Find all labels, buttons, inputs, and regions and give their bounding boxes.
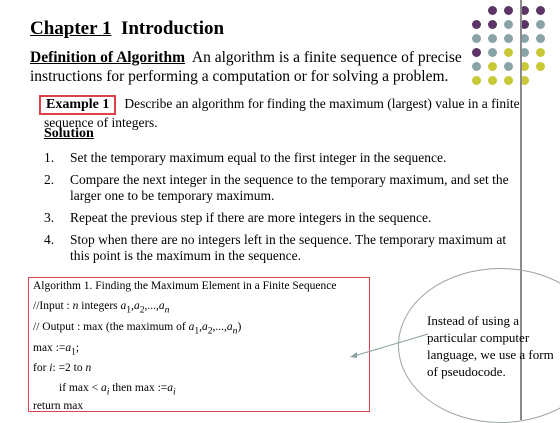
decorative-dot <box>536 6 545 15</box>
decorative-dot <box>488 62 497 71</box>
algorithm-if-line: if $\max < a_i$ then $\max :=a_i$ <box>59 382 176 398</box>
decorative-dot <box>504 48 513 57</box>
decorative-dot <box>536 34 545 43</box>
input-prefix: //Input : <box>33 300 73 312</box>
decorative-dot <box>536 62 545 71</box>
decorative-dot <box>536 48 545 57</box>
decorative-dot <box>472 76 481 85</box>
input-text: integers <box>78 300 121 312</box>
example-label: Example 1 <box>39 95 116 115</box>
decorative-dot <box>488 34 497 43</box>
for-n: n <box>85 362 92 374</box>
example-text: Describe an algorithm for finding the maximum (largest) value in a finite sequence of integers. <box>44 96 520 130</box>
step-text: Compare the next integer in the sequence to the temporary maximum, and set the larger one to be temporary maximum. <box>70 172 509 203</box>
chapter-label: Chapter 1 <box>30 18 112 39</box>
then-text: then max := <box>109 382 168 394</box>
for-var: i <box>49 362 53 374</box>
decorative-dot <box>504 34 513 43</box>
step-number: 2. <box>44 172 55 187</box>
decorative-dot <box>504 6 513 15</box>
decorative-dot <box>488 76 497 85</box>
decorative-dot <box>472 48 481 57</box>
definition-term: Definition of Algorithm <box>30 49 185 66</box>
algorithm-for-line <box>33 362 91 374</box>
decorative-dot <box>472 62 481 71</box>
chapter-name: Introduction <box>120 18 225 39</box>
step-number: 3. <box>44 210 55 225</box>
decorative-dot <box>504 76 513 85</box>
decorative-dot <box>488 20 497 29</box>
steps-list <box>44 150 524 270</box>
if-text: if max < <box>59 382 101 394</box>
algorithm-assign-line: $\max :=a_1$; <box>33 342 80 358</box>
output-suffix: ) <box>237 321 242 333</box>
definition-paragraph <box>30 48 470 86</box>
list-item <box>44 210 524 226</box>
decorative-dot <box>504 20 513 29</box>
step-number: 1. <box>44 150 55 165</box>
callout-text: Instead of using a particular computer language, we use a form of pseudocode. <box>427 313 554 379</box>
list-item <box>44 172 524 204</box>
decorative-dot <box>536 20 545 29</box>
algorithm-input-line: //Input : n integers $a_1,a_2,...,a_n$ <box>33 300 170 316</box>
step-number: 4. <box>44 232 55 247</box>
algorithm-box <box>28 277 370 412</box>
input-n: n <box>72 300 79 312</box>
step-text: Set the temporary maximum equal to the first integer in the sequence. <box>70 150 447 165</box>
definition-text: An algorithm is a finite sequence of precise instructions for performing a computation or for solving a problem. <box>30 49 462 85</box>
list-item <box>44 150 524 166</box>
step-text: Stop when there are no integers left in the sequence. The temporary maximum at this point is the maximum in the sequence. <box>70 232 507 263</box>
chapter-title <box>30 18 224 40</box>
output-prefix: // Output : max (the maximum of <box>33 321 189 333</box>
solution-heading: Solution <box>44 126 94 141</box>
decorative-dot <box>488 48 497 57</box>
algorithm-return-line: return max <box>33 400 84 412</box>
decorative-dot-grid <box>472 6 560 92</box>
list-item <box>44 232 524 264</box>
decorative-dot <box>488 6 497 15</box>
algorithm-title: Algorithm 1. Finding the Maximum Element in a Finite Sequence <box>33 280 337 292</box>
step-text: Repeat the previous step if there are more integers in the sequence. <box>70 210 432 225</box>
decorative-dot <box>472 34 481 43</box>
algorithm-output-line: // Output : max (the maximum of $a_1,a_2,...,a_n$) <box>33 321 242 337</box>
for-text: : =2 to <box>52 362 86 374</box>
example-paragraph <box>44 95 544 131</box>
for-keyword: for <box>33 362 50 374</box>
decorative-dot <box>472 20 481 29</box>
assign-text: max := <box>33 342 66 354</box>
decorative-dot <box>504 62 513 71</box>
